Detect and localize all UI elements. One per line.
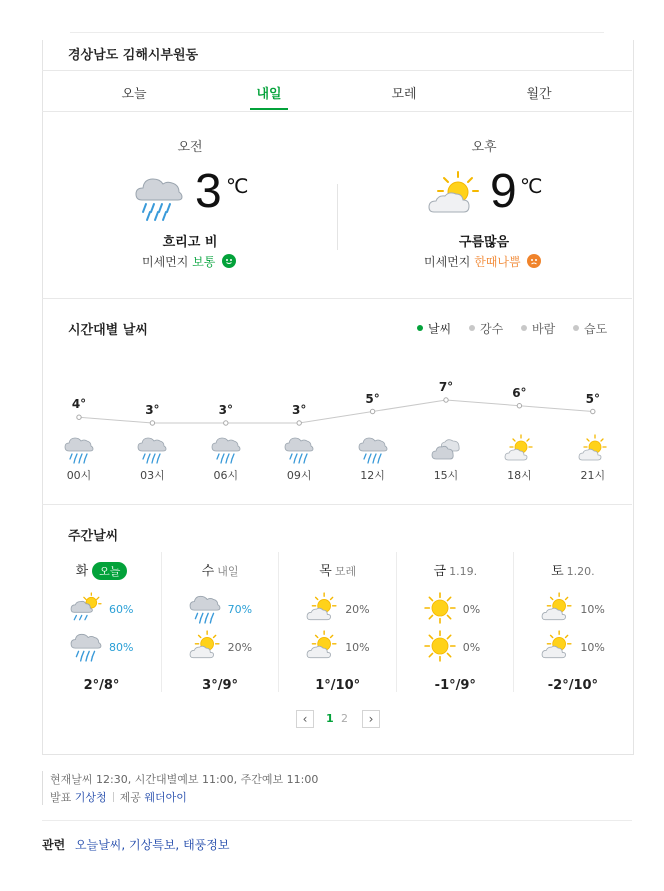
hourly-temp: 5° — [585, 391, 600, 406]
legend-weather-label: 날씨 — [428, 322, 452, 336]
weekday-sub: 1.19. — [449, 565, 478, 578]
am-condition: 흐리고 비 — [162, 235, 218, 250]
weekday: 수 — [201, 564, 215, 579]
cloud-rain-icon — [284, 434, 314, 468]
hourly-time: 03시 — [140, 469, 165, 482]
weekly-day-header — [279, 560, 396, 579]
temperature-point — [591, 409, 595, 413]
related-links — [42, 836, 229, 853]
hourly-time: 09시 — [286, 469, 312, 482]
weekly-title: 주간날씨 — [68, 529, 119, 544]
am-dust-value: 보통 — [192, 255, 216, 269]
prev-page-button[interactable]: ‹ — [296, 710, 314, 728]
am-precip: 70% — [227, 603, 253, 616]
min-max-temp: -1°/9° — [434, 678, 476, 693]
cloud-rain-icon — [64, 434, 94, 468]
cloudy-icon — [431, 434, 461, 468]
source-line — [50, 789, 187, 805]
am-precip: 20% — [345, 603, 370, 616]
weekday: 화 — [75, 564, 89, 579]
sun-cloud-icon — [578, 434, 608, 468]
cloud-rain-icon — [358, 434, 388, 468]
tab-monthly[interactable]: 월간 — [526, 87, 552, 102]
sun-cloud-icon — [306, 630, 338, 666]
am-precip: 0% — [462, 603, 481, 616]
cloud-rain-icon — [70, 630, 102, 666]
weekly-day-column — [513, 552, 631, 692]
weekly-day-header — [43, 560, 160, 580]
min-max-temp: 1°/10° — [315, 678, 361, 693]
weekday-sub: 1.20. — [566, 565, 595, 578]
hourly-temp: 3° — [218, 403, 233, 417]
pm-precip: 10% — [345, 641, 370, 654]
weekly-day-column — [278, 552, 396, 692]
sun-cloud-icon — [504, 434, 534, 468]
hourly-temp: 5° — [365, 391, 380, 406]
pm-precip: 10% — [580, 641, 605, 654]
pm-temp-unit: ℃ — [520, 174, 543, 198]
sun-cloud-icon — [189, 630, 221, 666]
weekday-sub: 내일 — [217, 565, 239, 578]
tab-day-after[interactable]: 모레 — [391, 87, 417, 102]
related-link-typhoon[interactable]: 태풍정보 — [183, 838, 230, 852]
pm-precip: 0% — [462, 641, 481, 654]
legend-humidity-label: 습도 — [584, 322, 608, 336]
weekly-day-column — [396, 552, 514, 692]
hourly-temp: 4° — [71, 397, 87, 412]
next-page-button[interactable]: › — [362, 710, 380, 728]
weekly-day-header — [162, 560, 279, 579]
weekly-day-column — [161, 552, 279, 692]
hourly-time: 15시 — [433, 469, 459, 482]
hourly-temp: 6° — [512, 385, 527, 400]
related-link-warning[interactable]: 기상특보 — [129, 838, 176, 852]
pm-temp: 9 — [490, 165, 517, 218]
hourly-title: 시간대별 날씨 — [68, 323, 148, 338]
sun-cloud-icon — [306, 592, 338, 628]
min-max-temp: 3°/9° — [202, 678, 239, 693]
related-link-today[interactable]: 오늘날씨 — [75, 838, 122, 852]
location-title: 경상남도 김해시부원동 — [68, 48, 199, 63]
pm-label: 오후 — [471, 140, 497, 155]
weekly-day-header — [514, 560, 631, 579]
pm-precip: 20% — [227, 641, 253, 654]
cloud-rain-icon — [189, 592, 221, 628]
temperature-point — [370, 409, 374, 413]
weekday: 목 — [319, 564, 332, 579]
hourly-time: 06시 — [213, 469, 239, 482]
sun-cloud-rain-icon — [70, 592, 102, 628]
weekday: 토 — [551, 564, 564, 579]
update-times: 현재날씨 12:30, 시간대별예보 11:00, 주간예보 11:00 — [50, 773, 319, 786]
pm-condition: 구름많음 — [458, 235, 510, 250]
legend-precip-label: 강수 — [480, 322, 504, 336]
am-temp: 3 — [195, 165, 222, 218]
footer-bar — [42, 771, 43, 805]
hourly-temp: 3° — [292, 403, 307, 417]
cloud-rain-icon — [137, 434, 167, 468]
page-1[interactable]: 1 — [326, 712, 334, 725]
footer-divider — [42, 820, 632, 821]
comma: , — [121, 838, 126, 852]
provider-link[interactable]: 웨더아이 — [144, 791, 187, 804]
publisher-label: 발표 — [50, 791, 72, 804]
tab-today[interactable]: 오늘 — [121, 87, 147, 102]
weekly-day-header — [397, 560, 514, 579]
min-max-temp: -2°/10° — [547, 678, 599, 693]
section-divider — [42, 504, 632, 505]
am-label: 오전 — [177, 140, 203, 155]
hourly-time: 00시 — [66, 469, 92, 482]
hourly-temp: 3° — [145, 403, 160, 417]
weekday-sub: 모레 — [334, 565, 357, 578]
hourly-time: 18시 — [507, 469, 532, 482]
today-badge: 오늘 — [92, 562, 127, 580]
temperature-point — [224, 421, 228, 425]
sun-cloud-icon — [541, 592, 573, 628]
sun-icon — [424, 592, 456, 628]
page-2[interactable]: 2 — [341, 712, 348, 725]
temperature-point — [444, 398, 448, 402]
sun-icon — [424, 630, 456, 666]
tab-tomorrow[interactable]: 내일 — [256, 87, 282, 102]
weekday: 금 — [433, 564, 447, 579]
related-label: 관련 — [42, 838, 66, 852]
pm-dust-label: 미세먼지 — [424, 255, 471, 269]
cloud-rain-icon — [211, 434, 241, 468]
pm-precip: 80% — [109, 641, 134, 654]
publisher-link[interactable]: 기상청 — [74, 791, 107, 804]
hourly-time: 12시 — [360, 469, 385, 482]
am-precip: 10% — [580, 603, 605, 616]
temperature-point — [150, 421, 154, 425]
am-temp-unit: ℃ — [226, 174, 249, 198]
hourly-temp: 7° — [438, 380, 454, 394]
am-precip: 60% — [109, 603, 134, 616]
weekly-day-column — [43, 552, 160, 692]
legend-wind-label: 바람 — [532, 322, 556, 336]
temperature-point — [297, 421, 301, 425]
hourly-time: 21시 — [580, 469, 606, 482]
comma: , — [175, 838, 180, 852]
sun-cloud-icon — [541, 630, 573, 666]
provider-label: 제공 — [119, 791, 141, 804]
min-max-temp: 2°/8° — [83, 678, 120, 693]
pm-dust-value: 한때나쁨 — [474, 255, 521, 269]
am-dust-label: 미세먼지 — [142, 255, 189, 269]
temperature-point — [517, 404, 521, 408]
temperature-point — [77, 415, 81, 419]
divider — [113, 792, 114, 802]
